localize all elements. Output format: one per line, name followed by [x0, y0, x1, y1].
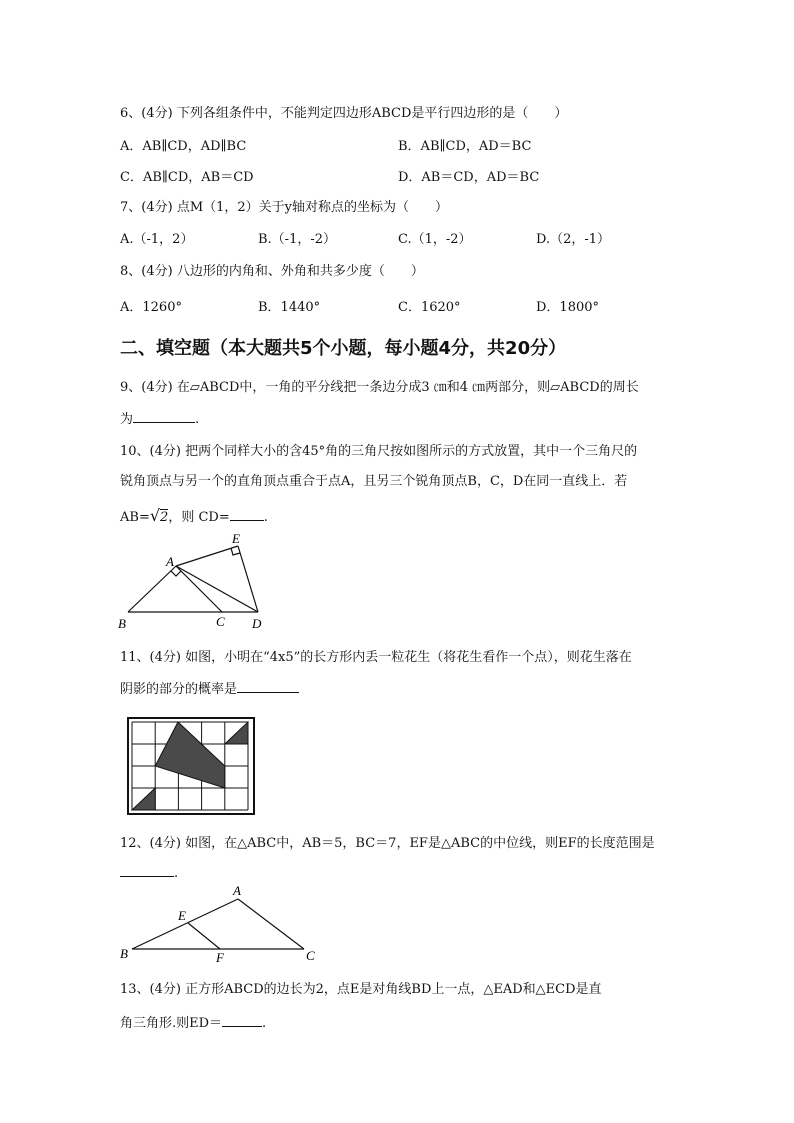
q12-figure — [114, 882, 324, 962]
period: . — [174, 866, 179, 881]
q7-stem: 7、(4分) 点M（1，2）关于y轴对称点的坐标为（ ） — [120, 200, 449, 215]
period: . — [263, 510, 268, 525]
period: . — [262, 1016, 267, 1031]
q10-line1: 10、(4分) 把两个同样大小的含45°角的三角尺按如图所示的方式放置，其中一个三角尺的 — [120, 444, 638, 459]
q12-line2 — [120, 864, 178, 881]
answer-blank — [120, 864, 174, 877]
q11-line2 — [120, 678, 299, 697]
q8-option-d: D．1800° — [536, 300, 600, 315]
sqrt-sign: √ — [149, 506, 161, 525]
q11-line2-text: 阴影的部分的概率是 — [120, 682, 238, 697]
q10-line3-pre: AB= — [120, 510, 150, 525]
q12-line1: 12、(4分) 如图，在△ABC中，AB＝5，BC＝7，EF是△ABC的中位线，则EF的长度范围是 — [120, 836, 655, 851]
answer-blank — [230, 508, 264, 521]
segment-ac — [238, 899, 304, 949]
q7-option-b: B.（-1，-2） — [258, 232, 337, 247]
q6-option-b: B．AB∥CD，AD＝BC — [398, 139, 532, 154]
q7-option-d: D.（2，-1） — [536, 232, 611, 247]
label-a: A — [166, 554, 174, 569]
q9-line2-text: 为 — [120, 412, 134, 427]
answer-blank — [133, 410, 195, 423]
q13-line1: 13、(4分) 正方形ABCD的边长为2，点E是对角线BD上一点，△EAD和△ECD是直 — [120, 982, 602, 997]
q10-line3-mid: ，则 CD= — [168, 510, 230, 525]
label-b: B — [118, 616, 126, 631]
q6-option-a: A．AB∥CD，AD∥BC — [120, 139, 247, 154]
q6-option-d: D．AB＝CD，AD＝BC — [398, 170, 540, 185]
segment-ab — [132, 899, 238, 949]
q6-option-c: C．AB∥CD，AB＝CD — [120, 170, 254, 185]
label-a: A — [233, 883, 241, 898]
q8-option-a: A．1260° — [120, 300, 182, 315]
shaded-region-top-right — [225, 722, 248, 744]
right-angle-mark-a — [171, 571, 181, 576]
q10-line2: 锐角顶点与另一个的直角顶点重合于点A，且另三个锐角顶点B，C，D在同一直线上．若 — [120, 474, 628, 489]
q6-stem: 6、(4分) 下列各组条件中，不能判定四边形ABCD是平行四边形的是（ ） — [120, 106, 568, 121]
shaded-region-bottom-left — [132, 788, 155, 810]
q13-line2-text: 角三角形.则ED＝ — [120, 1016, 223, 1031]
segment-ae — [176, 546, 238, 566]
label-b: B — [120, 946, 128, 961]
segment-ef — [188, 923, 220, 949]
section-heading: 二、填空题（本大题共5个小题，每小题4分，共20分） — [120, 338, 567, 359]
q9-line2 — [120, 408, 199, 427]
q8-option-c: C．1620° — [398, 300, 461, 315]
segment-ac — [176, 566, 222, 612]
q10-figure — [112, 532, 272, 632]
q11-line1: 11、(4分) 如图，小明在“4x5”的长方形内丢一粒花生（将花生看作一个点），则花生落在 — [120, 650, 632, 665]
label-e: E — [178, 908, 186, 923]
q8-stem: 8、(4分) 八边形的内角和、外角和共多少度（ ） — [120, 264, 424, 279]
q13-line2 — [120, 1012, 266, 1031]
q9-line1: 9、(4分) 在▱ABCD中，一角的平分线把一条边分成3 ㎝和4 ㎝两部分，则▱ABCD的周长 — [120, 380, 639, 395]
label-c: C — [306, 948, 315, 962]
answer-blank — [222, 1014, 262, 1027]
label-c: C — [216, 614, 225, 629]
q10-line3 — [120, 506, 268, 525]
segment-ab — [128, 566, 176, 612]
q7-option-a: A.（-1，2） — [120, 232, 194, 247]
q11-grid-figure — [126, 716, 256, 816]
shaded-region-main — [155, 722, 225, 788]
label-d: D — [252, 616, 262, 631]
q7-option-c: C.（1，-2） — [398, 232, 472, 247]
sqrt-radicand: 2 — [160, 510, 169, 525]
answer-blank — [237, 680, 299, 693]
q8-option-b: B．1440° — [258, 300, 321, 315]
label-f: F — [216, 950, 224, 962]
label-e: E — [232, 532, 240, 546]
period: . — [195, 412, 200, 427]
